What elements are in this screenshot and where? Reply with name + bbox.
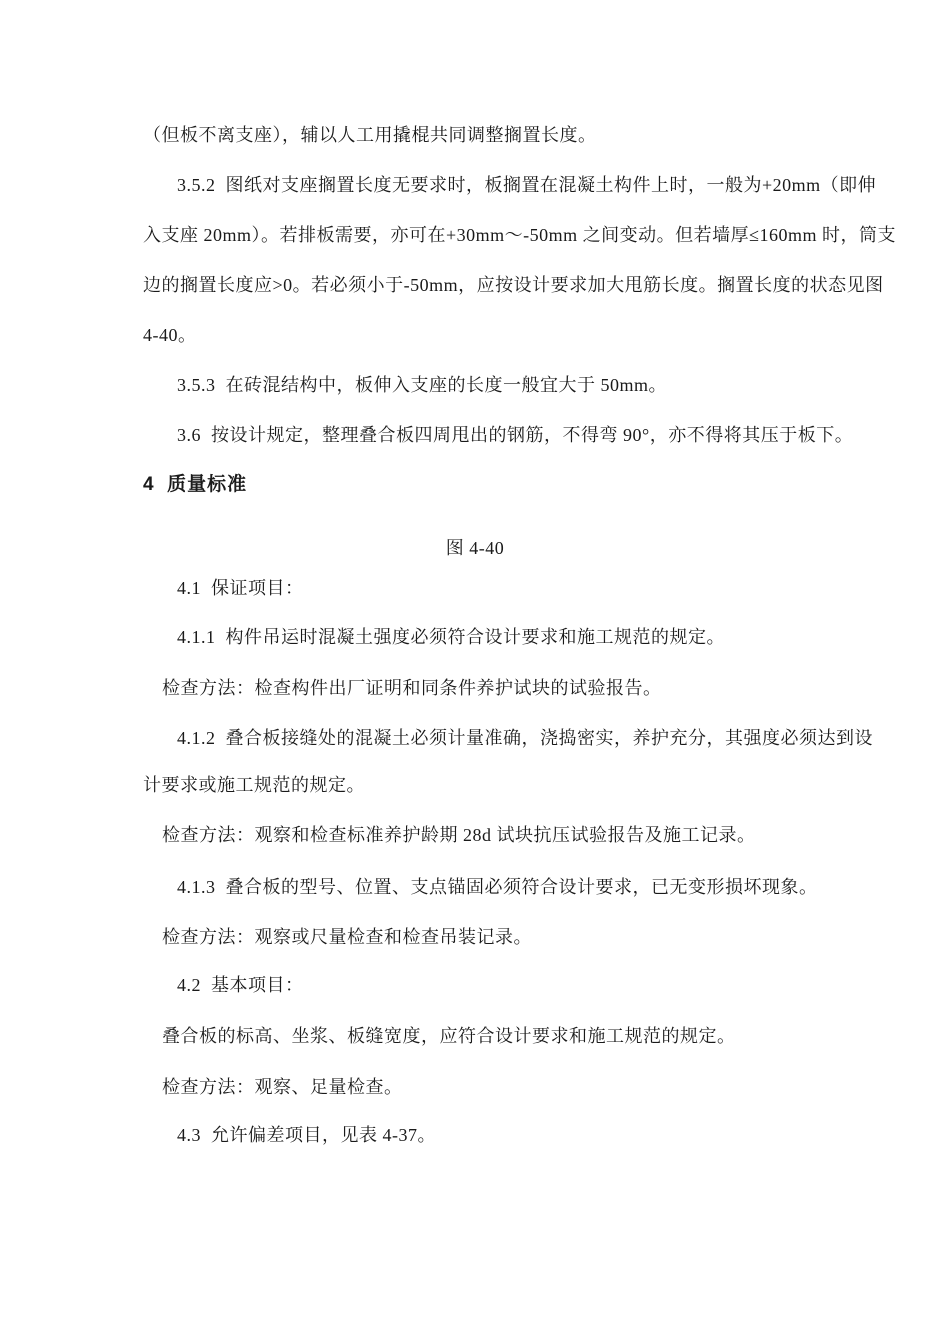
- para-4-2: 4.2 基本项目：: [177, 975, 304, 995]
- para-4-1-1: 4.1.1 构件吊运时混凝土强度必须符合设计要求和施工规范的规定。: [177, 627, 725, 647]
- para-4-1-2-line-1: 4.1.2 叠合板接缝处的混凝土必须计量准确，浇捣密实，养护充分，其强度必须达到设: [177, 728, 873, 748]
- check-method-4-1-1: 检查方法：检查构件出厂证明和同条件养护试块的试验报告。: [162, 678, 662, 698]
- para-3-5-3: 3.5.3 在砖混结构中，板伸入支座的长度一般宜大于 50mm。: [177, 375, 667, 395]
- figure-caption-4-40: 图 4-40: [445, 538, 505, 558]
- para-4-3: 4.3 允许偏差项目，见表 4-37。: [177, 1125, 436, 1145]
- para-4-2-description: 叠合板的标高、坐浆、板缝宽度，应符合设计要求和施工规范的规定。: [162, 1026, 736, 1046]
- check-method-4-2: 检查方法：观察、足量检查。: [162, 1077, 403, 1097]
- check-method-4-1-3: 检查方法：观察或尺量检查和检查吊装记录。: [162, 927, 532, 947]
- para-4-1-2-line-2: 计要求或施工规范的规定。: [143, 775, 365, 795]
- para-3-5-2-line-1: 3.5.2 图纸对支座搁置长度无要求时，板搁置在混凝土构件上时，一般为+20mm（即伸: [177, 175, 877, 195]
- para-4-1: 4.1 保证项目：: [177, 578, 304, 598]
- para-3-5-1-continuation-line: （但板不离支座），辅以人工用撬棍共同调整搁置长度。: [143, 125, 597, 145]
- para-4-1-3: 4.1.3 叠合板的型号、位置、支点锚固必须符合设计要求，已无变形损坏现象。: [177, 877, 818, 897]
- para-3-5-2-line-4: 4-40。: [143, 325, 197, 345]
- check-method-4-1-2: 检查方法：观察和检查标准养护龄期 28d 试块抗压试验报告及施工记录。: [162, 825, 756, 845]
- heading-4-quality-standard: 4 质量标准: [143, 474, 248, 495]
- para-3-5-2-line-2: 入支座 20mm）。若排板需要，亦可在+30mm～-50mm 之间变动。但若墙厚≤160mm 时，筒支: [143, 225, 897, 245]
- para-3-6: 3.6 按设计规定，整理叠合板四周甩出的钢筋，不得弯 90°，亦不得将其压于板下。: [177, 425, 854, 445]
- para-3-5-2-line-3: 边的搁置长度应>0。若必须小于-50mm，应按设计要求加大甩筋长度。搁置长度的状态见图: [143, 275, 884, 295]
